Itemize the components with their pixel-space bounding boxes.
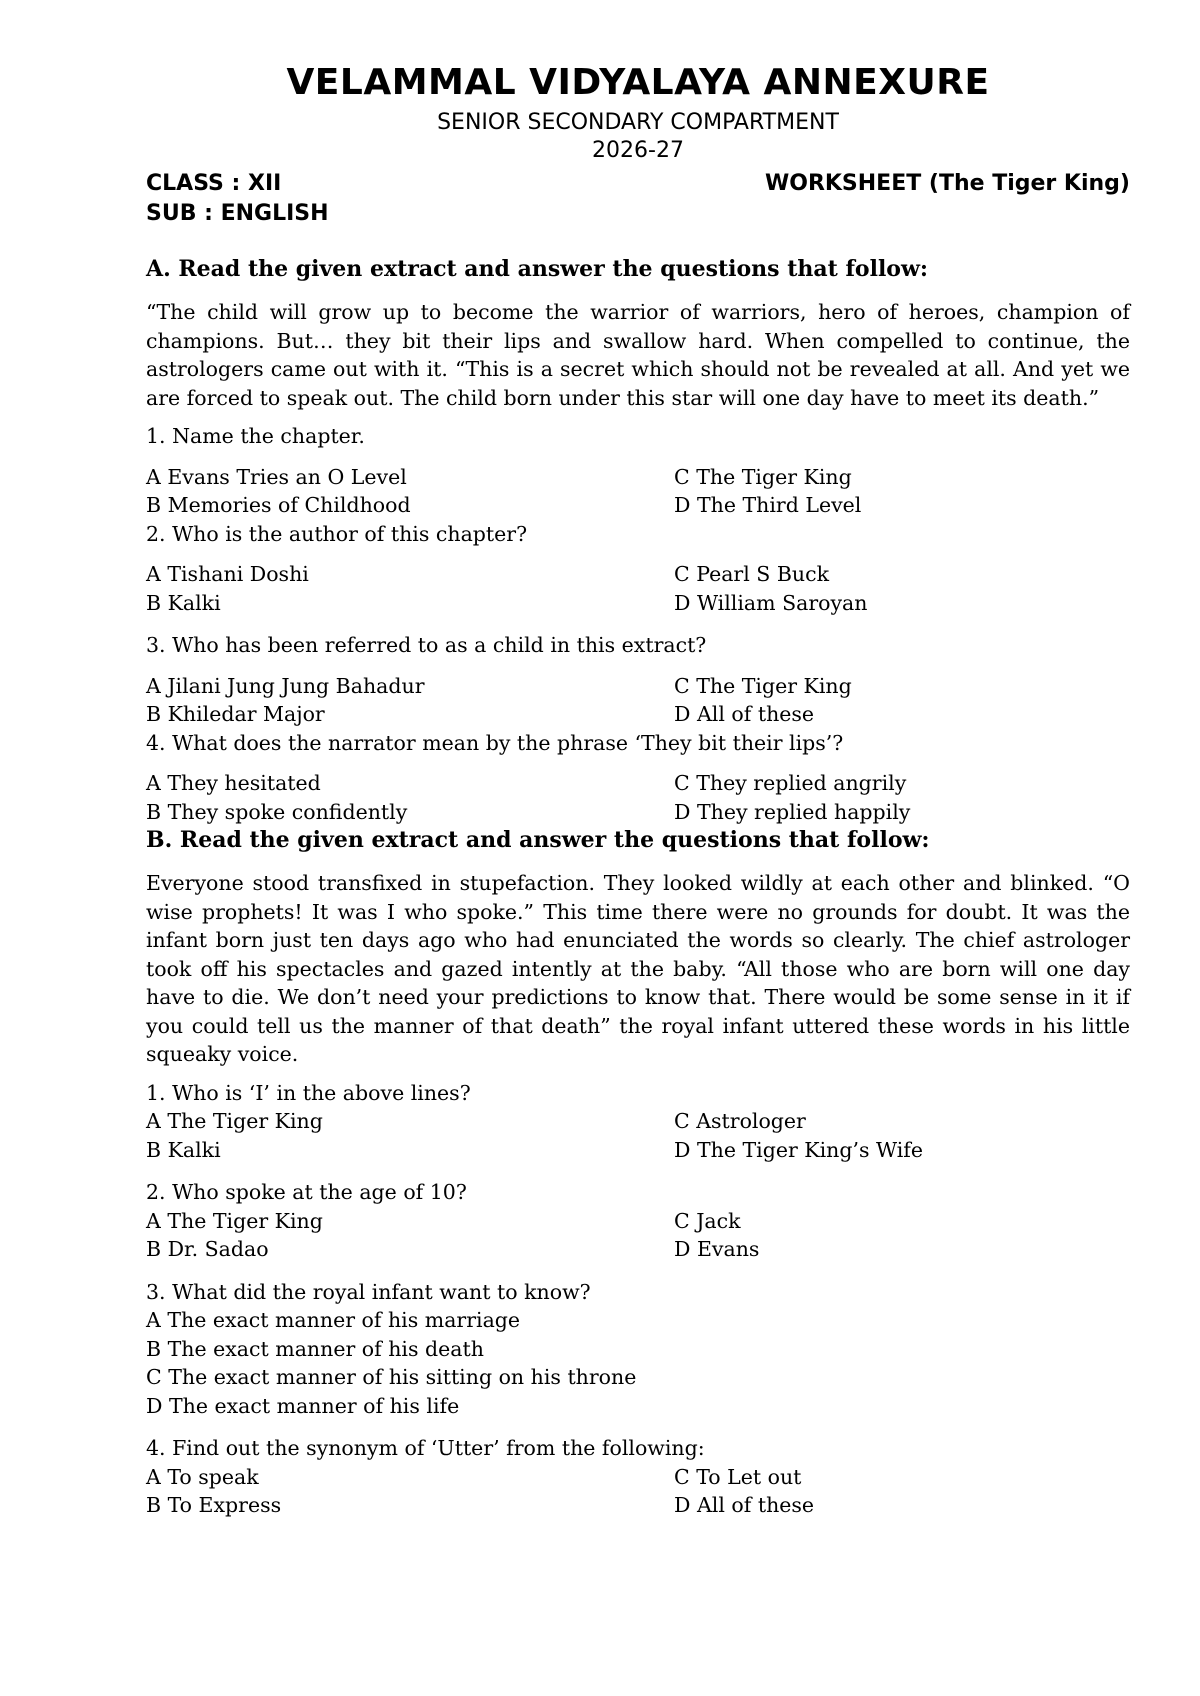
option: C The Tiger King <box>674 673 852 698</box>
option: D William Saroyan <box>674 590 868 615</box>
option: D The Tiger King’s Wife <box>674 1137 924 1162</box>
a-question-1-options <box>146 463 1130 520</box>
option: A They hesitated <box>146 771 321 795</box>
subject-row <box>146 199 1130 229</box>
option: A To speak <box>146 1464 259 1489</box>
option: C The Tiger King <box>674 464 852 489</box>
option: B Kalki <box>146 590 221 615</box>
option: A Jilani Jung Jung Bahadur <box>146 673 425 698</box>
option: D Evans <box>674 1237 760 1261</box>
b-question-1: 1. Who is ‘I’ in the above lines? <box>146 1080 471 1105</box>
section-b-heading: B. Read the given extract and answer the questions that follow: <box>146 827 930 853</box>
b-question-3: 3. What did the royal infant want to know? <box>146 1279 591 1304</box>
option: B The exact manner of his death <box>146 1336 484 1361</box>
a-question-4-options <box>146 769 1130 826</box>
option: A The exact manner of his marriage <box>146 1308 521 1332</box>
option: C The exact manner of his sitting on his throne <box>146 1365 637 1389</box>
b-question-4: 4. Find out the synonym of ‘Utter’ from the following: <box>146 1436 705 1460</box>
option: D The exact manner of his life <box>146 1393 460 1418</box>
section-a-passage: “The child will grow up to become the warrior of warriors, hero of heroes, champion of champions. But… they bit their lips and swallow hard. When compelled to continue, the astrologers came out with it. “This is a secret which should not be revealed at all. And yet we are forced to speak out. The child born under this star will one day have to meet its death.” <box>146 300 1130 410</box>
b-question-2: 2. Who spoke at the age of 10? <box>146 1180 467 1204</box>
section-b-passage: Everyone stood transfixed in stupefaction. They looked wildly at each other and blinked. “O wise prophets! It was I who spoke.” This time there were no grounds for doubt. It was the infant born just ten days ago who had enunciated the words so clearly. The chief astrologer took off his spectacles and gazed intently at the baby. “All those who are born will one day have to die. We don’t need your predictions to know that. There would be some sense in it if you could tell us the manner of that death” the royal infant uttered these words in his little squeaky voice. <box>146 871 1130 1066</box>
b-question-1-options <box>146 1107 1130 1164</box>
school-name: VELAMMAL VIDYALAYA ANNEXURE <box>286 62 990 103</box>
option: C Astrologer <box>674 1109 806 1133</box>
option: C To Let out <box>674 1464 802 1489</box>
class-label: CLASS : XII <box>146 171 282 196</box>
option: B To Express <box>146 1493 282 1517</box>
a-question-2: 2. Who is the author of this chapter? <box>146 521 528 546</box>
academic-year: 2026-27 <box>592 138 684 163</box>
b-question-3-options <box>146 1306 1130 1420</box>
department-name: SENIOR SECONDARY COMPARTMENT <box>437 110 839 135</box>
meta-row <box>146 169 1130 199</box>
worksheet-label: WORKSHEET (The Tiger King) <box>764 171 1130 196</box>
option: D All of these <box>674 1493 815 1517</box>
b-question-2-options <box>146 1207 1130 1264</box>
option: B They spoke confidently <box>146 799 408 824</box>
a-question-3: 3. Who has been referred to as a child in this extract? <box>146 633 707 657</box>
section-a-heading: A. Read the given extract and answer the questions that follow: <box>146 256 929 282</box>
a-question-4: 4. What does the narrator mean by the phrase ‘They bit their lips’? <box>146 730 844 755</box>
b-question-4-options <box>146 1463 1130 1520</box>
subject-label: SUB : ENGLISH <box>146 201 329 226</box>
a-question-2-options <box>146 560 1130 617</box>
a-question-3-options <box>146 672 1130 729</box>
option: A The Tiger King <box>146 1208 323 1233</box>
option: A Tishani Doshi <box>146 562 309 586</box>
option: A Evans Tries an O Level <box>146 464 407 489</box>
option: D They replied happily <box>674 799 911 824</box>
option: A The Tiger King <box>146 1109 323 1133</box>
option: B Khiledar Major <box>146 702 325 726</box>
worksheet-page <box>146 58 1130 1520</box>
option: C They replied angrily <box>674 771 907 795</box>
option: D All of these <box>674 702 815 726</box>
option: C Pearl S Buck <box>674 562 830 586</box>
option: B Dr. Sadao <box>146 1237 269 1261</box>
option: C Jack <box>674 1208 741 1233</box>
option: B Memories of Childhood <box>146 493 411 517</box>
a-question-1: 1. Name the chapter. <box>146 424 365 448</box>
option: D The Third Level <box>674 493 862 517</box>
option: B Kalki <box>146 1137 221 1162</box>
